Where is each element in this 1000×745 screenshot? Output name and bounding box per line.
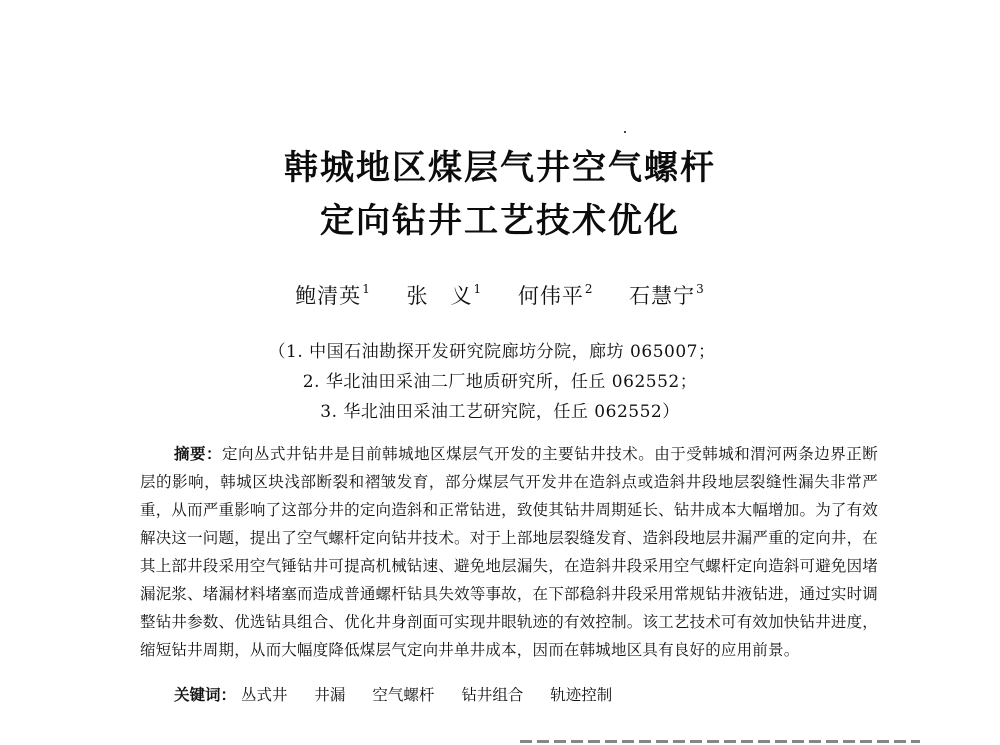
keyword: 轨迹控制 (550, 686, 613, 704)
title-line-2: 定向钻井工艺技术优化 (320, 201, 680, 241)
author-4 (629, 280, 705, 310)
abstract (140, 440, 878, 664)
keywords (174, 683, 634, 705)
affiliation-3: 3. 华北油田采油工艺研究院，任丘 062552） (320, 402, 680, 422)
keyword: 空气螺杆 (372, 686, 435, 704)
keyword: 钻井组合 (461, 686, 524, 704)
author-2 (407, 280, 483, 310)
author-name: 何伟平 (517, 284, 584, 308)
author-name: 张 义 (406, 284, 473, 308)
scan-speck (624, 131, 626, 133)
author-3 (518, 280, 594, 310)
abstract-text: 定向丛式井钻井是目前韩城地区煤层气开发的主要钻井技术。由于受韩城和渭河两条边界正断层的影响，韩城区块浅部断裂和褶皱发育，部分煤层气开发井在造斜点或造斜井段地层裂缝性漏失非常严重，从而严重影响了这部分井的定向造斜和正常钻进，致使其钻井周期延长、钻井成本大幅增加。为了有效解决这一问题，提出了空气螺杆定向钻井技术。对于上部地层裂缝发育、造斜段地层井漏严重的定向井，在其上部井段采用空气锤钻井可提高机械钻速、避免地层漏失，在造斜井段采用空气螺杆定向造斜可避免因堵漏泥浆、堵漏材料堵塞而造成普通螺杆钻具失效等事故，在下部稳斜井段采用常规钻井液钻进，通过实时调整钻井参数、优选钻具组合、优化井身剖面可实现井眼轨迹的有效控制。该工艺技术可有效加快钻井进度，缩短钻井周期，从而大幅度降低煤层气定向井单井成本，因而在韩城地区具有良好的应用前景。 (140, 445, 879, 659)
author-affil-mark: 1 (473, 282, 483, 296)
author-1 (295, 280, 371, 310)
author-affil-mark: 1 (362, 282, 371, 296)
author-name: 石慧宁 (629, 284, 696, 308)
author-affil-mark: 2 (584, 282, 594, 296)
title-line-1: 韩城地区煤层气井空气螺杆 (284, 148, 716, 188)
affiliation-2: 2. 华北油田采油二厂地质研究所，任丘 062552； (302, 372, 698, 392)
keyword: 井漏 (314, 686, 346, 704)
cut-off-text-line (520, 733, 1000, 745)
author-affil-mark: 3 (696, 282, 705, 296)
keyword: 丛式井 (240, 686, 288, 704)
abstract-label: 摘要： (174, 445, 223, 463)
keywords-label: 关键词： (174, 686, 237, 704)
author-name: 鲍清英 (295, 284, 362, 308)
author-list (0, 280, 1000, 310)
affiliation-1: （1. 中国石油勘探开发研究院廊坊分院，廊坊 065007； (268, 342, 716, 362)
cut-off-text-ink (520, 740, 920, 743)
